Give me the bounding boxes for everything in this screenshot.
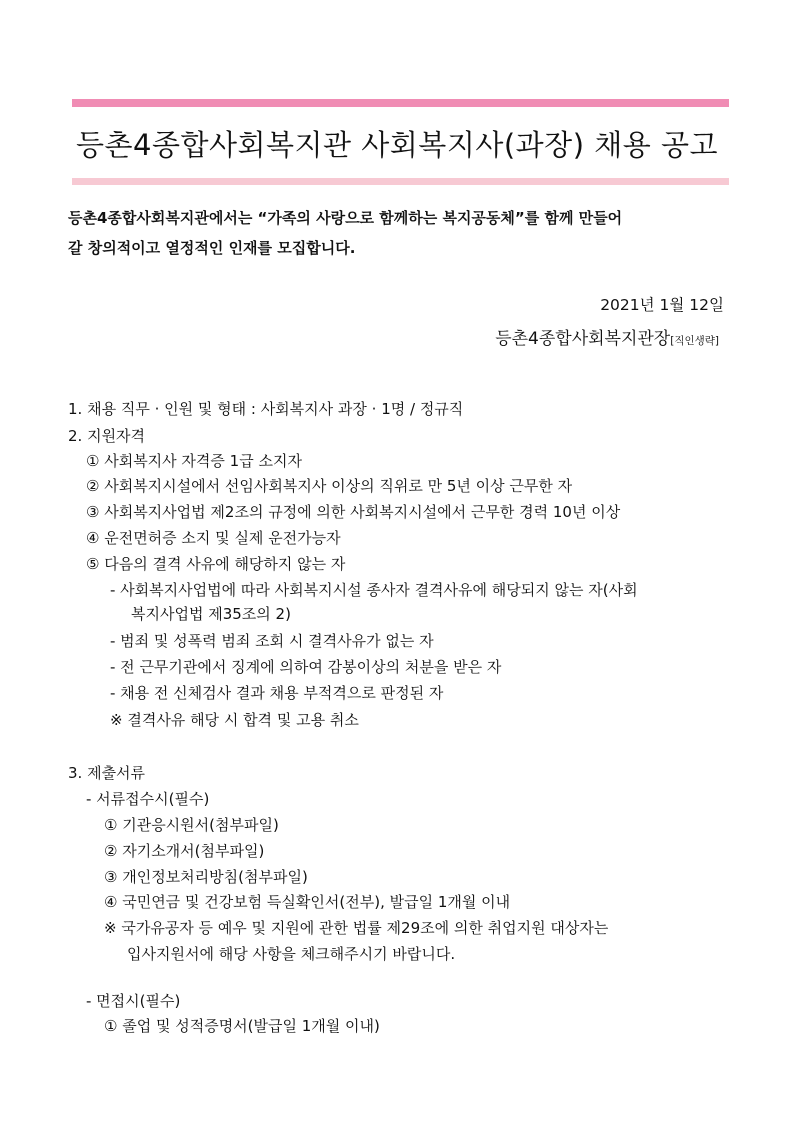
disqualification-note: ※ 결격사유 해당 시 합격 및 고용 취소	[110, 711, 359, 729]
disqualification-item: - 범죄 및 성폭력 범죄 조회 시 결격사유가 없는 자	[110, 632, 434, 650]
header-bottom-bar	[72, 178, 729, 185]
intro-paragraph	[68, 203, 738, 263]
issuer	[495, 324, 719, 349]
qualification-item: ③ 사회복지사업법 제2조의 규정에 의한 사회복지시설에서 근무한 경력 10년 이상	[86, 503, 621, 521]
issuer-name: 등촌4종합사회복지관장	[495, 329, 671, 349]
seal-note: [직인생략]	[670, 335, 719, 347]
page-title: 등촌4종합사회복지관 사회복지사(과장) 채용 공고	[75, 128, 718, 162]
section-1-text: 1. 채용 직무 · 인원 및 형태 : 사회복지사 과장 · 1명 / 정규직	[68, 400, 464, 418]
disqualification-item: - 채용 전 신체검사 결과 채용 부적격으로 판정된 자	[110, 684, 444, 702]
document-item: ① 졸업 및 성적증명서(발급일 1개월 이내)	[104, 1017, 380, 1035]
qualification-item: ① 사회복지사 자격증 1급 소지자	[86, 452, 302, 470]
document-item: ④ 국민연금 및 건강보험 득실확인서(전부), 발급일 1개월 이내	[104, 893, 511, 911]
section-3-heading: 3. 제출서류	[68, 764, 146, 782]
document-group-title: - 서류접수시(필수)	[86, 790, 210, 808]
document-item: ③ 개인정보처리방침(첨부파일)	[104, 868, 308, 886]
issue-date: 2021년 1월 12일	[600, 296, 724, 314]
disqualification-item: - 전 근무기관에서 징계에 의하여 감봉이상의 처분을 받은 자	[110, 658, 502, 676]
document-item: ② 자기소개서(첨부파일)	[104, 842, 265, 860]
document-item: ① 기관응시원서(첨부파일)	[104, 816, 279, 834]
document-note: ※ 국가유공자 등 예우 및 지원에 관한 법률 제29조에 의한 취업지원 대상자는	[104, 919, 609, 937]
section-2-heading: 2. 지원자격	[68, 427, 146, 445]
disqualification-item-cont: 복지사업법 제35조의 2)	[131, 605, 291, 623]
intro-line-1: 등촌4종합사회복지관에서는 “가족의 사랑으로 함께하는 복지공동체”를 함께 만들어	[68, 209, 623, 227]
header-top-bar	[72, 99, 729, 107]
disqualification-item: - 사회복지사업법에 따라 사회복지시설 종사자 결격사유에 해당되지 않는 자(사회	[110, 581, 638, 599]
document-group-title: - 면접시(필수)	[86, 992, 181, 1010]
intro-line-2: 갈 창의적이고 열정적인 인재를 모집합니다.	[68, 239, 356, 257]
qualification-item: ② 사회복지시설에서 선임사회복지사 이상의 직위로 만 5년 이상 근무한 자	[86, 477, 573, 495]
qualification-item: ⑤ 다음의 결격 사유에 해당하지 않는 자	[86, 555, 346, 573]
document-note-cont: 입사지원서에 해당 사항을 체크해주시기 바랍니다.	[127, 945, 456, 963]
qualification-item: ④ 운전면허증 소지 및 실제 운전가능자	[86, 529, 341, 547]
